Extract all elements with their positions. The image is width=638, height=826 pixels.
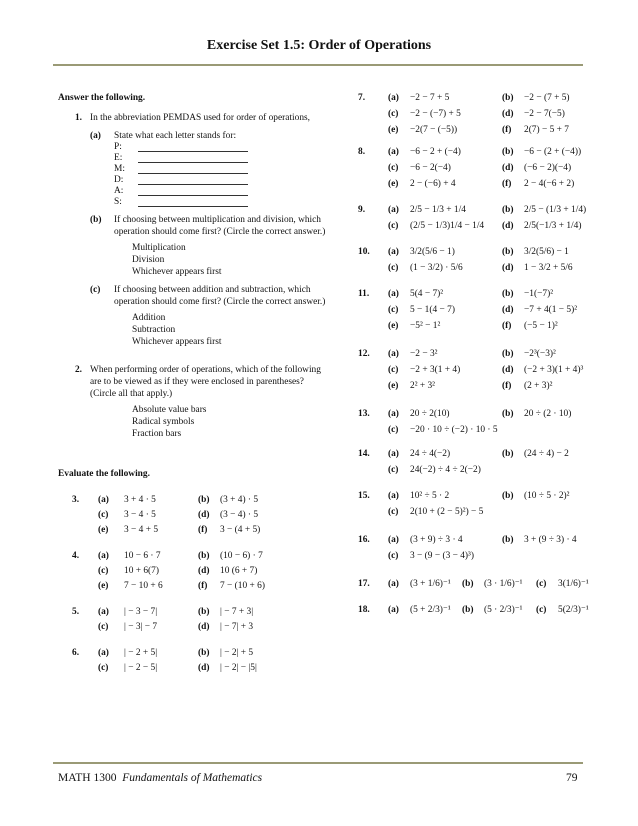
problem-number bbox=[72, 621, 98, 633]
part-label: (b) bbox=[462, 579, 474, 589]
letter-blank bbox=[114, 142, 328, 153]
problem-number: 5. bbox=[72, 607, 80, 617]
part-label: (b) bbox=[462, 605, 474, 615]
expression: −2³(−3)² bbox=[524, 349, 556, 359]
problem-number: 3. bbox=[72, 495, 80, 505]
part-label: (c) bbox=[388, 109, 399, 119]
expression: −20 · 10 ÷ (−2) · 10 · 5 bbox=[410, 425, 498, 435]
expression: 10 − 6 · 7 bbox=[124, 551, 161, 561]
problem-group bbox=[358, 348, 598, 392]
part-label: (b) bbox=[502, 205, 514, 215]
problem-number bbox=[358, 464, 388, 476]
problem-number: 7. bbox=[358, 93, 366, 103]
expression: 2/5(−1/3 + 1/4) bbox=[524, 221, 582, 231]
part-label: (a) bbox=[388, 449, 399, 459]
expression: (10 ÷ 5 · 2)² bbox=[524, 491, 570, 501]
part-label: (c) bbox=[98, 663, 109, 673]
part-label: (d) bbox=[198, 566, 210, 576]
part-label: (c) bbox=[388, 507, 399, 517]
expression: (3 + 9) ÷ 3 · 4 bbox=[410, 535, 463, 545]
expression bbox=[524, 464, 624, 476]
option-text: Whichever appears first bbox=[132, 337, 222, 347]
question-number: 2. bbox=[74, 365, 82, 375]
problem-group bbox=[358, 534, 598, 562]
expression: 2 − (−6) + 4 bbox=[410, 179, 456, 189]
part-label: (c) bbox=[388, 305, 399, 315]
expression: −2 − (−7) + 5 bbox=[410, 109, 461, 119]
part-label: (c) bbox=[98, 622, 109, 632]
expression: | − 7| + 3 bbox=[220, 622, 254, 632]
answer-options bbox=[132, 312, 328, 348]
part-label: (e) bbox=[98, 581, 109, 591]
header-rule bbox=[53, 64, 583, 66]
part-label: (a) bbox=[388, 93, 399, 103]
part-label: (f) bbox=[198, 581, 208, 591]
option-text: Addition bbox=[132, 313, 166, 323]
expression: 20 ÷ (2 · 10) bbox=[524, 409, 572, 419]
expression: 3 + 4 · 5 bbox=[124, 495, 156, 505]
answer-line bbox=[138, 154, 248, 163]
expression bbox=[524, 550, 624, 562]
answer-line bbox=[138, 176, 248, 185]
subquestion-text: If choosing between addition and subtraction, which operation should come first? (Circle the correct answer.) bbox=[114, 285, 326, 307]
expression bbox=[524, 424, 624, 436]
part-label: (a) bbox=[388, 409, 399, 419]
problem-number bbox=[358, 162, 388, 174]
expression: 5 − 1(4 − 7) bbox=[410, 305, 455, 315]
letter-label: E: bbox=[114, 153, 123, 163]
expression: | − 2 + 5| bbox=[124, 648, 158, 658]
expression: | − 3 − 7| bbox=[124, 607, 158, 617]
expression: 7 − (10 + 6) bbox=[220, 581, 265, 591]
expression: 10² ÷ 5 · 2 bbox=[410, 491, 450, 501]
part-label: (d) bbox=[198, 663, 210, 673]
problem-group bbox=[358, 408, 598, 436]
expression: (2 + 3)² bbox=[524, 381, 553, 391]
expression: 3 + (9 ÷ 3) · 4 bbox=[524, 535, 577, 545]
expression: 10 (6 + 7) bbox=[220, 566, 258, 576]
answer-options bbox=[132, 404, 328, 440]
part-label: (e) bbox=[388, 125, 399, 135]
expression: 10 + 6(7) bbox=[124, 566, 159, 576]
letter-label: D: bbox=[114, 175, 124, 185]
expression: | − 7 + 3| bbox=[220, 607, 254, 617]
expression: | − 2 − 5| bbox=[124, 663, 158, 673]
page-number: 79 bbox=[566, 772, 578, 784]
problem-number: 16. bbox=[358, 535, 370, 545]
problem-group bbox=[72, 550, 328, 592]
question-text: When performing order of operations, which of the following are to be viewed as if they were enclosed in parentheses? (Circle all that apply.) bbox=[90, 365, 321, 399]
part-label: (e) bbox=[388, 381, 399, 391]
problem-number bbox=[72, 580, 98, 592]
part-label: (b) bbox=[502, 93, 514, 103]
problem-number bbox=[358, 220, 388, 232]
part-label bbox=[502, 424, 524, 436]
part-label: (f) bbox=[198, 525, 208, 535]
expression: 3 − 4 · 5 bbox=[124, 510, 156, 520]
part-label: (c) bbox=[388, 365, 399, 375]
problem-number bbox=[358, 178, 388, 190]
expression: 7 − 10 + 6 bbox=[124, 581, 163, 591]
expression: | − 2| + 5 bbox=[220, 648, 254, 658]
option-text: Whichever appears first bbox=[132, 267, 222, 277]
problem-number bbox=[358, 124, 388, 136]
part-label: (e) bbox=[388, 321, 399, 331]
problem-number bbox=[72, 509, 98, 521]
expression: 3 − 4 + 5 bbox=[124, 525, 159, 535]
expression: −1(−7)² bbox=[524, 289, 554, 299]
problem-number bbox=[358, 424, 388, 436]
part-label: (a) bbox=[388, 147, 399, 157]
part-label: (d) bbox=[198, 622, 210, 632]
problem-number bbox=[72, 524, 98, 536]
letter-label: M: bbox=[114, 164, 125, 174]
expression: 2 − 4(−6 + 2) bbox=[524, 179, 575, 189]
letter-blank bbox=[114, 197, 328, 208]
expression: (3 + 1/6)⁻¹ bbox=[410, 579, 451, 589]
expression: (5 · 2/3)⁻¹ bbox=[484, 605, 523, 615]
problem-number bbox=[72, 565, 98, 577]
expression: −2 − 7(−5) bbox=[524, 109, 565, 119]
expression: 2(10 + (2 − 5)²) − 5 bbox=[410, 507, 484, 517]
option-text: Subtraction bbox=[132, 325, 176, 335]
subquestion-text: State what each letter stands for: bbox=[114, 131, 237, 141]
part-label: (f) bbox=[502, 125, 512, 135]
expression: −7 + 4(1 − 5)² bbox=[524, 305, 578, 315]
part-label: (a) bbox=[388, 605, 399, 615]
option-text: Fraction bars bbox=[132, 429, 182, 439]
part-label: (a) bbox=[388, 205, 399, 215]
expression: 2/5 − (1/3 + 1/4) bbox=[524, 205, 587, 215]
part-label: (b) bbox=[502, 289, 514, 299]
answer-line bbox=[138, 165, 248, 174]
expression: 3 − (4 + 5) bbox=[220, 525, 261, 535]
part-label: (d) bbox=[502, 263, 514, 273]
part-label: (c) bbox=[388, 465, 399, 475]
problem-group bbox=[358, 92, 598, 136]
expression: 1 − 3/2 + 5/6 bbox=[524, 263, 573, 273]
problem-group bbox=[72, 494, 328, 536]
part-label: (c) bbox=[98, 566, 109, 576]
evaluate-problems bbox=[58, 494, 328, 674]
part-label bbox=[502, 506, 524, 518]
part-label: (d) bbox=[502, 109, 514, 119]
problem-group bbox=[358, 578, 598, 590]
problem-group bbox=[358, 604, 598, 616]
part-label: (d) bbox=[502, 163, 514, 173]
part-label: (a) bbox=[98, 607, 109, 617]
expression: −2 − (7 + 5) bbox=[524, 93, 570, 103]
part-label: (d) bbox=[502, 305, 514, 315]
problem-number: 18. bbox=[358, 605, 370, 615]
part-label bbox=[502, 464, 524, 476]
evaluate-heading: Evaluate the following. bbox=[58, 469, 150, 479]
part-label: (b) bbox=[502, 247, 514, 257]
problem-number: 9. bbox=[358, 205, 366, 215]
part-label: (a) bbox=[388, 535, 399, 545]
problem-number bbox=[72, 662, 98, 674]
letter-label: P: bbox=[114, 142, 122, 152]
problem-group bbox=[358, 146, 598, 190]
part-label: (a) bbox=[98, 648, 109, 658]
part-label: (b) bbox=[198, 495, 210, 505]
question-1 bbox=[58, 112, 328, 354]
problem-number: 17. bbox=[358, 579, 370, 589]
letter-blank bbox=[114, 175, 328, 186]
part-label: (c) bbox=[388, 221, 399, 231]
expression: −6 − 2 + (−4) bbox=[410, 147, 461, 157]
answer-options bbox=[132, 242, 328, 278]
problem-group bbox=[72, 647, 328, 674]
problem-group bbox=[358, 246, 598, 274]
part-label: (a) bbox=[388, 579, 399, 589]
problem-group bbox=[358, 490, 598, 518]
expression: (1 − 3/2) · 5/6 bbox=[410, 263, 463, 273]
problem-number: 13. bbox=[358, 409, 370, 419]
problem-number: 14. bbox=[358, 449, 370, 459]
part-label: (c) bbox=[536, 579, 547, 589]
part-label: (b) bbox=[502, 535, 514, 545]
part-label: (a) bbox=[388, 247, 399, 257]
part-label: (e) bbox=[388, 179, 399, 189]
subquestion-text: If choosing between multiplication and division, which operation should come first? (Circle the correct answer.) bbox=[114, 215, 326, 237]
expression: −2 − 7 + 5 bbox=[410, 93, 450, 103]
part-label: (b) bbox=[198, 648, 210, 658]
problem-group bbox=[72, 606, 328, 633]
part-label: (a) bbox=[98, 551, 109, 561]
letter-blanks bbox=[114, 142, 328, 208]
expression: (5 + 2/3)⁻¹ bbox=[410, 605, 451, 615]
expression: | − 2| − |5| bbox=[220, 663, 257, 673]
expression: 24(−2) ÷ 4 ÷ 2(−2) bbox=[410, 465, 481, 475]
expression: −6 − (2 + (−4)) bbox=[524, 147, 582, 157]
problem-number bbox=[358, 108, 388, 120]
expression: 20 ÷ 2(10) bbox=[410, 409, 450, 419]
subquestion-b: (b) If choosing between multiplication and division, which operation should come first? (Circle the correct answer.) bbox=[90, 214, 328, 238]
answer-heading: Answer the following. bbox=[58, 93, 146, 103]
expression: 3/2(5/6) − 1 bbox=[524, 247, 569, 257]
part-label: (d) bbox=[502, 365, 514, 375]
problem-number: 4. bbox=[72, 551, 80, 561]
option-text: Absolute value bars bbox=[132, 405, 207, 415]
expression: 2(7) − 5 + 7 bbox=[524, 125, 569, 135]
expression: (24 ÷ 4) − 2 bbox=[524, 449, 569, 459]
part-label: (f) bbox=[502, 179, 512, 189]
part-label: (f) bbox=[502, 381, 512, 391]
question-number: 1. bbox=[74, 113, 82, 123]
subquestion-a: (a) State what each letter stands for: P: E: M: D: A: S: bbox=[90, 130, 328, 208]
part-label: (c) bbox=[388, 163, 399, 173]
part-label: (b) bbox=[502, 491, 514, 501]
expression: | − 3| − 7 bbox=[124, 622, 158, 632]
part-label: (f) bbox=[502, 321, 512, 331]
part-label bbox=[502, 550, 524, 562]
expression: −2 + 3(1 + 4) bbox=[410, 365, 461, 375]
problem-number bbox=[358, 320, 388, 332]
part-label: (a) bbox=[98, 495, 109, 505]
expression: (2/5 − 1/3)1/4 − 1/4 bbox=[410, 221, 485, 231]
problem-number: 15. bbox=[358, 491, 370, 501]
expression bbox=[524, 506, 624, 518]
part-label: (c) bbox=[388, 425, 399, 435]
expression: (3 − 4) · 5 bbox=[220, 510, 259, 520]
part-label: (c) bbox=[388, 551, 399, 561]
problem-number: 8. bbox=[358, 147, 366, 157]
problem-number bbox=[358, 364, 388, 376]
expression: −2(7 − (−5)) bbox=[410, 125, 458, 135]
part-label: (a) bbox=[388, 349, 399, 359]
page-title: Exercise Set 1.5: Order of Operations bbox=[206, 38, 432, 53]
answer-line bbox=[138, 198, 248, 207]
problem-number: 10. bbox=[358, 247, 370, 257]
part-label: (b) bbox=[198, 607, 210, 617]
part-label: (e) bbox=[98, 525, 109, 535]
footer-course: MATH 1300 Fundamentals of Mathematics bbox=[58, 772, 263, 784]
expression: −5² − 1² bbox=[410, 321, 441, 331]
expression: 3(1/6)⁻¹ bbox=[558, 579, 589, 589]
expression: (−6 − 2)(−4) bbox=[524, 163, 572, 173]
part-label: (c) bbox=[388, 263, 399, 273]
footer-rule bbox=[53, 762, 583, 764]
expression: 5(2/3)⁻¹ bbox=[558, 605, 589, 615]
part-label: (c) bbox=[536, 605, 547, 615]
part-label: (a) bbox=[388, 289, 399, 299]
part-label: (b) bbox=[502, 409, 514, 419]
answer-line bbox=[138, 187, 248, 196]
expression: 24 ÷ 4(−2) bbox=[410, 449, 451, 459]
problem-number bbox=[358, 304, 388, 316]
part-label: (a) bbox=[388, 491, 399, 501]
expression: −2 − 3² bbox=[410, 349, 438, 359]
letter-blank bbox=[114, 164, 328, 175]
option-text: Radical symbols bbox=[132, 417, 195, 427]
expression: (10 − 6) · 7 bbox=[220, 551, 263, 561]
problem-number bbox=[358, 380, 388, 392]
problem-number: 6. bbox=[72, 648, 80, 658]
problem-number bbox=[358, 506, 388, 518]
expression: (3 + 4) · 5 bbox=[220, 495, 259, 505]
expression: 2/5 − 1/3 + 1/4 bbox=[410, 205, 466, 215]
expression: 5(4 − 7)² bbox=[410, 289, 444, 299]
part-label: (b) bbox=[502, 349, 514, 359]
part-label: (d) bbox=[198, 510, 210, 520]
problem-group bbox=[358, 204, 598, 232]
part-label: (b) bbox=[502, 449, 514, 459]
expression: −6 − 2(−4) bbox=[410, 163, 451, 173]
expression: 2² + 3² bbox=[410, 381, 435, 391]
question-2 bbox=[58, 364, 328, 446]
problem-number bbox=[358, 550, 388, 562]
letter-label: S: bbox=[114, 197, 122, 207]
letter-label: A: bbox=[114, 186, 124, 196]
part-label: (b) bbox=[502, 147, 514, 157]
right-column bbox=[358, 92, 598, 616]
expression: (3 · 1/6)⁻¹ bbox=[484, 579, 523, 589]
expression: (−5 − 1)² bbox=[524, 321, 558, 331]
question-text: In the abbreviation PEMDAS used for order of operations, bbox=[90, 113, 311, 123]
expression: 3/2(5/6 − 1) bbox=[410, 247, 455, 257]
problem-group bbox=[358, 288, 598, 332]
expression: 3 − (9 − (3 − 4)³) bbox=[410, 551, 474, 561]
expression: (−2 + 3)(1 + 4)³ bbox=[524, 365, 584, 375]
option-text: Division bbox=[132, 255, 165, 265]
answer-line bbox=[138, 143, 248, 152]
left-column bbox=[58, 92, 328, 688]
part-label: (d) bbox=[502, 221, 514, 231]
problem-number bbox=[358, 262, 388, 274]
subquestion-c: (c) If choosing between addition and subtraction, which operation should come first? (Circle the correct answer.) bbox=[90, 284, 328, 308]
problem-group bbox=[358, 448, 598, 476]
part-label: (c) bbox=[98, 510, 109, 520]
option-text: Multiplication bbox=[132, 243, 186, 253]
problem-number: 11. bbox=[358, 289, 370, 299]
letter-blank bbox=[114, 153, 328, 164]
letter-blank bbox=[114, 186, 328, 197]
part-label: (b) bbox=[198, 551, 210, 561]
problem-number: 12. bbox=[358, 349, 370, 359]
